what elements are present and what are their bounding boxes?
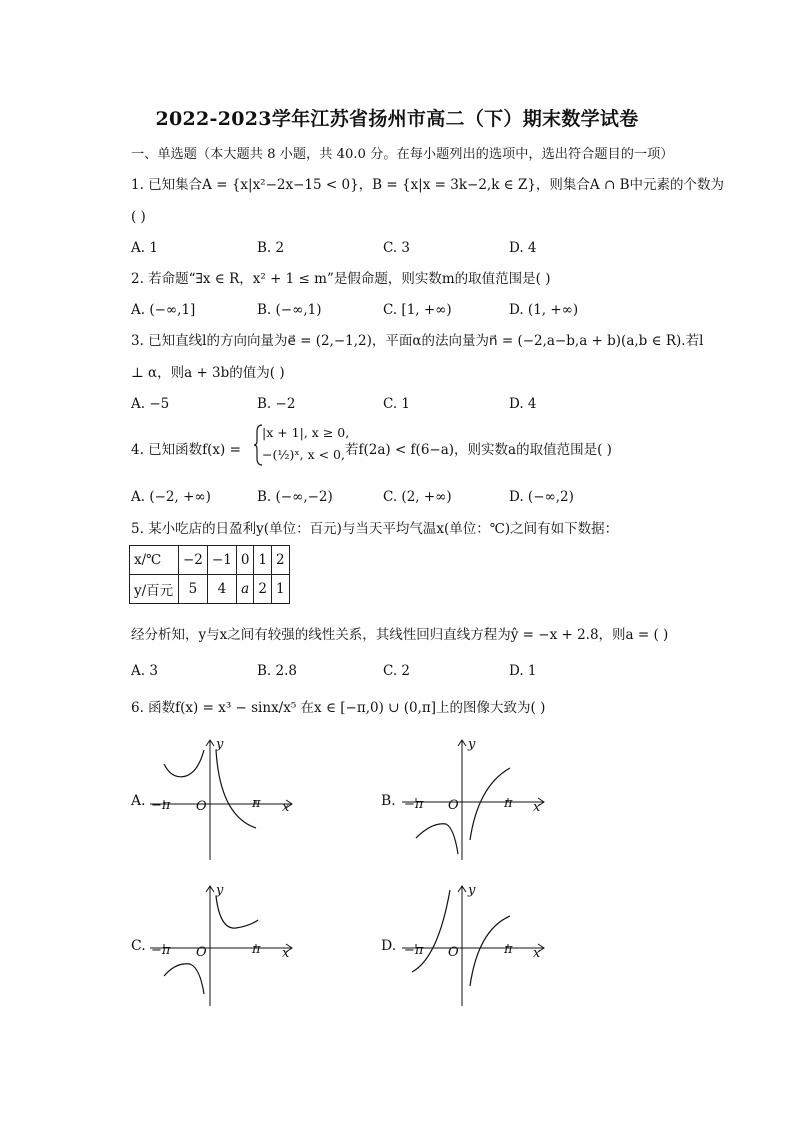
q3-option-a[interactable]: A. −5	[131, 396, 170, 412]
table-cell: 1	[254, 546, 272, 575]
graph-d-neg-pi: −π	[404, 943, 424, 958]
q1-option-c[interactable]: C. 3	[383, 240, 411, 256]
table-cell: 2	[272, 546, 290, 575]
question-1-text: 1. 已知集合A = {x|x²−2x−15 < 0}，B = {x|x = 3k−2,k ∈ Z}，则集合A ∩ B中元素的个数为	[131, 177, 724, 193]
graph-a-pi: π	[252, 796, 261, 811]
table-cell: y/百元	[130, 575, 179, 604]
graph-c-pi: π	[252, 942, 261, 957]
q1-option-d[interactable]: D. 4	[509, 240, 537, 256]
data-table	[129, 545, 290, 604]
graph-a-x-axis: x	[282, 800, 290, 815]
q4-option-c[interactable]: C. (2, +∞)	[383, 489, 452, 505]
question-3-text: 3. 已知直线l的方向向量为e⃗ = (2,−1,2)，平面α的法向量为n⃗ = (−2,a−b,a + b)(a,b ∈ R).若l	[131, 333, 704, 349]
table-row	[130, 575, 290, 604]
graph-c-x-axis: x	[282, 946, 290, 961]
q2-option-d[interactable]: D. (1, +∞)	[509, 302, 579, 318]
q2-option-b[interactable]: B. (−∞,1)	[257, 302, 322, 318]
table-cell: x/℃	[130, 546, 179, 575]
q1-option-a[interactable]: A. 1	[131, 240, 158, 256]
question-4-case-1: |x + 1|, x ≥ 0,	[262, 425, 350, 440]
graph-a-neg-pi: −π	[151, 798, 171, 813]
table-cell: −1	[207, 546, 236, 575]
q5-option-a[interactable]: A. 3	[131, 663, 158, 679]
q5-option-b[interactable]: B. 2.8	[257, 663, 297, 679]
graph-d-y-axis: y	[468, 883, 476, 898]
graph-d-x-axis: x	[533, 946, 541, 961]
table-cell: 5	[179, 575, 208, 604]
section-heading: 一、单选题（本大题共 8 小题，共 40.0 分。在每小题列出的选项中，选出符合题目的一项）	[131, 147, 674, 162]
question-2-text: 2. 若命题“∃x ∈ R，x² + 1 ≤ m”是假命题，则实数m的取值范围是( )	[131, 271, 551, 287]
table-cell: −2	[179, 546, 208, 575]
q3-option-b[interactable]: B. −2	[257, 396, 296, 412]
table-cell: 0	[236, 546, 254, 575]
graph-a-origin: O	[196, 799, 207, 814]
table-cell: 1	[272, 575, 290, 604]
table-cell: 2	[254, 575, 272, 604]
graph-b-pi: π	[504, 796, 513, 811]
graph-c-y-axis: y	[216, 883, 224, 898]
question-1-bracket: ( )	[131, 209, 146, 225]
page-title: 2022-2023学年江苏省扬州市高二（下）期末数学试卷	[155, 108, 639, 130]
graph-b-label[interactable]: B.	[381, 793, 396, 809]
question-4-prefix: 4. 已知函数f(x) =	[131, 442, 241, 458]
q5-option-c[interactable]: C. 2	[383, 663, 411, 679]
table-cell: 4	[207, 575, 236, 604]
graph-c-origin: O	[196, 945, 207, 960]
q4-option-d[interactable]: D. (−∞,2)	[509, 489, 574, 505]
q2-option-c[interactable]: C. [1, +∞)	[383, 302, 452, 318]
graph-a-label[interactable]: A.	[131, 793, 146, 809]
question-3-text-cont: ⊥ α，则a + 3b的值为( )	[131, 365, 285, 381]
q5-option-d[interactable]: D. 1	[509, 663, 537, 679]
question-5-text: 5. 某小吃店的日盈利y(单位：百元)与当天平均气温x(单位：℃)之间有如下数据：	[131, 521, 619, 537]
graph-b-neg-pi: −π	[404, 797, 424, 812]
q1-option-b[interactable]: B. 2	[257, 240, 285, 256]
q4-option-a[interactable]: A. (−2, +∞)	[131, 489, 211, 505]
table-row	[130, 546, 290, 575]
q3-option-d[interactable]: D. 4	[509, 396, 537, 412]
graph-d-label[interactable]: D.	[381, 938, 397, 954]
graph-b-y-axis: y	[468, 737, 476, 752]
question-6-text: 6. 函数f(x) = x³ − sinx/x⁵ 在x ∈ [−π,0) ∪ (0,π]上的图像大致为( )	[131, 700, 546, 716]
graph-d-origin: O	[448, 945, 459, 960]
q2-option-a[interactable]: A. (−∞,1]	[131, 302, 196, 318]
q3-option-c[interactable]: C. 1	[383, 396, 411, 412]
graph-b-origin: O	[448, 798, 459, 813]
graph-c-label[interactable]: C.	[131, 938, 146, 954]
graph-b-x-axis: x	[533, 800, 541, 815]
graph-d-pi: π	[504, 942, 513, 957]
table-cell: a	[236, 575, 254, 604]
graph-a-y-axis: y	[216, 737, 224, 752]
question-4-suffix: 若f(2a) < f(6−a)，则实数a的取值范围是( )	[345, 442, 612, 458]
question-5-text-cont: 经分析知，y与x之间有较强的线性关系，其线性回归直线方程为ŷ = −x + 2.8，则a = ( )	[131, 627, 669, 643]
q4-option-b[interactable]: B. (−∞,−2)	[257, 489, 333, 505]
graph-c-neg-pi: −π	[151, 943, 171, 958]
question-4-case-2: −(½)ˣ, x < 0,	[262, 447, 345, 462]
